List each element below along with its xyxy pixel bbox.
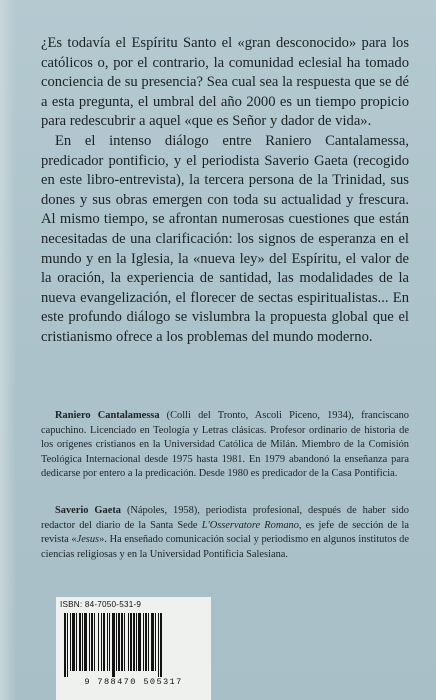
blurb-paragraph-1: ¿Es todavía el Espíritu Santo el «gran desconocido» para los católicos o, por el contrario, la comunidad eclesial ha tomado conciencia de su presencia? Sea cual sea la respuesta que se dé a esta pregunta, el umbral del año 2000 es un tiempo propicio para redescubrir a aquel «que es Señor y dador de vida». [41,35,409,130]
author-bio-text: , es jefe de sección de la revista « [41,519,409,546]
barcode-bar [128,613,129,671]
barcode-bar [72,613,75,671]
isbn-text: ISBN: 84-7050-531-9 [60,600,142,609]
barcode-bar [116,613,117,671]
author-bio-text: ». Ha enseñado comunicación social y periodismo en algunos institutos de ciencias religiosas y en la Universidad Pontificia Salesiana. [41,534,409,560]
barcode-bar [64,613,66,677]
barcode-bar [121,613,123,671]
barcode-bar [94,613,95,671]
barcode-label [56,597,211,700]
barcode-bar [109,613,110,671]
barcode-bar [103,613,105,671]
author-bio-text: (Colli del Tronto, Ascoli Piceno, 1934), franciscano capuchino. Licenciado en Teología y Letras clásicas. Profesor ordinario de historia de los orígenes cristianos en la Universidad Católica de Milán. Miembro de la Comisión Teológica Internacional desde 1975 hasta 1981. En 1979 abandonó la enseñanza para dedicarse por entero a la predicación. Desde 1980 es predicador de la Casa Pontificia. [41,410,409,480]
magazine-title: Jesus [76,534,100,546]
barcode-bar [160,613,162,677]
barcode-bar [118,613,120,671]
barcode-bar [155,613,156,671]
barcode-bar [79,613,81,671]
barcode-bar [130,613,132,671]
blurb-paragraph-2: En el intenso diálogo entre Raniero Cantalamessa, predicador pontificio, y el periodista Saverio Gaeta (recogido en este libro-entrevista), la tercera persona de la Trinidad, sus dones y sus obras emergen con toda su actualidad y frescura. Al mismo tiempo, se afrontan numerosas cuestiones que están necesitadas de una clarificación: los signos de esperanza en el mundo y en la Iglesia, la «nueva ley» del Espíritu, el valor de la oración, la experiencia de santidad, las modalidades de la nueva evangelización, el florecer de sectas espiritualistas... En este profundo diálogo se vislumbra la propuesta global que el cristianismo ofrece a los problemas del mundo moderno. [41,132,409,345]
barcode-bar [112,613,115,677]
barcode-bar [136,613,137,671]
barcode-bar [143,613,144,671]
barcode-bar [76,613,77,671]
back-cover-blurb [41,34,409,348]
barcode-bar [151,613,154,671]
barcode-bar [138,613,141,671]
author-bio-text: (Nápoles, 1958), periodista profesional, después de haber sido redactor del diario de la Santa Sede [41,505,409,531]
author-bio-cantalamessa [41,409,409,482]
barcode-bar [145,613,147,671]
barcode-bar [89,613,90,671]
barcode-digits: 9 788470 505317 [84,677,183,687]
barcode-bar [148,613,149,671]
barcode-bar [67,613,68,677]
barcode-icon [62,613,204,677]
barcode-bar [98,613,99,671]
barcode-bar [158,613,159,677]
barcode-bar [101,613,102,671]
cover-edge [0,0,16,700]
barcode-bar [107,613,108,671]
newspaper-title: L'Osservatore Romano [201,519,299,531]
author-bio-gaeta [41,504,409,562]
author-name: Raniero Cantalamessa [55,410,160,421]
barcode-bar [70,613,71,671]
barcode-bar [84,613,87,671]
author-name: Saverio Gaeta [55,505,121,516]
barcode-bar [91,613,93,671]
barcode-bar [82,613,83,671]
barcode-bar [124,613,125,671]
barcode-bar [133,613,135,671]
